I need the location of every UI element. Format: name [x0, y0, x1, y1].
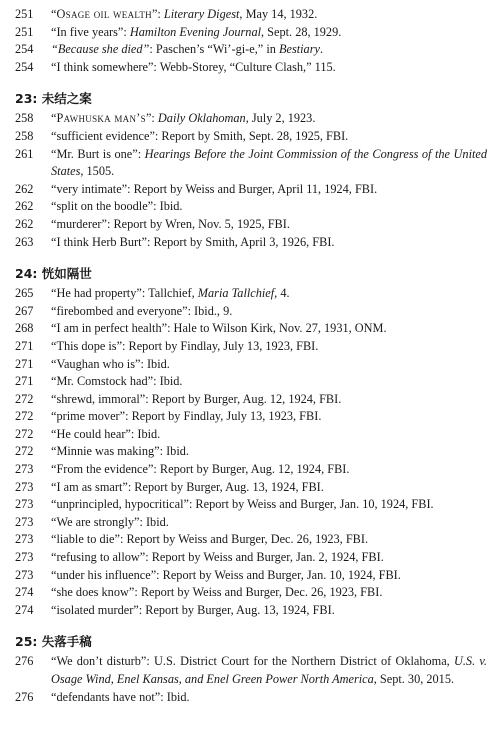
text-run: , Sept. 30, 2015. — [373, 672, 455, 686]
text-run: “We don’t disturb”: U.S. District Court for the Northern District of Oklahoma, — [51, 654, 454, 669]
note-text — [51, 303, 497, 321]
text-run: “In five years”: — [51, 24, 130, 39]
page-number: 273 — [15, 567, 34, 582]
page-number: 251 — [15, 24, 34, 39]
chapter-heading: 23: 未结之案 — [15, 91, 92, 107]
note-entry — [0, 496, 497, 514]
text-run: “Mr. Comstock had”: Ibid. — [51, 374, 183, 389]
note-entry — [0, 426, 497, 444]
text-run: , July 2, 1923. — [245, 111, 316, 126]
page-number: 261 — [15, 146, 34, 161]
note-entry — [0, 479, 497, 497]
text-run: “very intimate”: Report by Weiss and Burger, April 11, 1924, FBI. — [51, 181, 378, 196]
notes-section — [0, 619, 497, 706]
note-text — [51, 391, 497, 409]
note-text — [51, 373, 497, 391]
note-entry — [0, 373, 497, 391]
page-number: 273 — [15, 550, 34, 565]
note-entry — [0, 181, 497, 199]
page-number: 276 — [15, 689, 34, 704]
note-text — [51, 496, 497, 514]
note-text — [51, 602, 497, 620]
page-number: 254 — [15, 42, 34, 57]
text-run: “I am as smart”: Report by Burger, Aug. 13, 1924, FBI. — [51, 479, 324, 494]
note-entry — [0, 59, 497, 77]
page-number: 272 — [15, 409, 34, 424]
page-number: 251 — [15, 7, 34, 21]
notes-section — [0, 251, 497, 619]
text-run: “split on the boodle”: Ibid. — [51, 199, 183, 214]
note-text — [51, 443, 497, 461]
italic-text: Hamilton Evening Journal — [129, 24, 262, 39]
note-entry — [0, 198, 497, 216]
note-entry — [0, 549, 497, 567]
text-run: “I am in perfect health”: Hale to Wilson Kirk, Nov. 27, 1931, ONM. — [51, 321, 387, 336]
section-gap — [0, 619, 497, 633]
text-run: , Sept. 28, 1929. — [261, 24, 342, 39]
text-run: ”: — [151, 7, 164, 21]
note-entry — [0, 461, 497, 479]
text-run: “unprincipled, hypocritical”: Report by Weiss and Burger, Jan. 10, 1924, FBI. — [51, 497, 434, 512]
note-text — [51, 234, 497, 252]
note-entry — [0, 602, 497, 620]
text-run: “ — [51, 7, 57, 21]
note-entry — [0, 24, 497, 42]
page-number: 265 — [15, 286, 34, 301]
note-entry — [0, 41, 497, 59]
text-run: , May 14, 1932. — [239, 7, 318, 21]
note-entry — [0, 303, 497, 321]
note-text — [51, 426, 497, 444]
note-text — [51, 216, 497, 234]
note-text — [51, 24, 497, 42]
note-entry — [0, 146, 497, 181]
note-entry — [0, 408, 497, 426]
note-entry — [0, 653, 497, 688]
note-text — [51, 531, 497, 549]
note-text — [51, 6, 497, 24]
notes-section — [0, 6, 497, 76]
text-run: “This dope is”: Report by Findlay, July 13, 1923, FBI. — [51, 338, 319, 353]
note-text — [51, 146, 497, 181]
note-entry — [0, 234, 497, 252]
page-number: 272 — [15, 444, 34, 459]
note-text — [51, 689, 497, 707]
note-entry — [0, 6, 497, 24]
text-run: “From the evidence”: Report by Burger, Aug. 12, 1924, FBI. — [51, 462, 350, 477]
text-run: “Mr. Burt is one”: — [51, 146, 145, 161]
text-run: ”: — [145, 111, 158, 126]
note-entry — [0, 689, 497, 707]
note-entry — [0, 356, 497, 374]
note-text — [51, 408, 497, 426]
text-run: “she does know”: Report by Weiss and Burger, Dec. 26, 1923, FBI. — [51, 585, 383, 600]
page-number: 273 — [15, 479, 34, 494]
text-run: “shrewd, immoral”: Report by Burger, Aug. 12, 1924, FBI. — [51, 391, 342, 406]
page-number: 276 — [15, 654, 34, 669]
italic-text: Bestiary — [278, 42, 320, 57]
note-text — [51, 549, 497, 567]
text-run: “liable to die”: Report by Weiss and Burger, Dec. 26, 1923, FBI. — [51, 532, 369, 547]
page-number: 273 — [15, 497, 34, 512]
section-gap — [0, 251, 497, 265]
small-caps-text: Pawhuska man’s — [56, 111, 146, 126]
text-run: “sufficient evidence”: Report by Smith, Sept. 28, 1925, FBI. — [51, 128, 349, 143]
note-text — [51, 59, 497, 77]
italic-text: Maria Tallchief — [197, 286, 275, 301]
page-number: 273 — [15, 532, 34, 547]
chapter-heading: 24: 恍如隔世 — [15, 266, 92, 282]
page-number: 268 — [15, 321, 34, 336]
note-text — [51, 320, 497, 338]
page-number: 274 — [15, 585, 34, 600]
text-run: , 4. — [274, 286, 290, 301]
text-run: “He had property”: Tallchief, — [51, 286, 198, 301]
note-text — [51, 567, 497, 585]
page-number: 272 — [15, 391, 34, 406]
text-run: “defendants have not”: Ibid. — [51, 689, 190, 704]
text-run: “I think Herb Burt”: Report by Smith, April 3, 1926, FBI. — [51, 234, 335, 249]
page-number: 258 — [15, 111, 34, 126]
text-run: “murderer”: Report by Wren, Nov. 5, 1925, FBI. — [51, 216, 290, 231]
note-entry — [0, 338, 497, 356]
italic-text: “Because she died” — [51, 42, 150, 57]
note-text — [51, 41, 497, 59]
italic-text: U.S. v. Osage Wind, Enel Kansas, and Enel Green Power North America — [51, 654, 487, 686]
page-number: 271 — [15, 374, 34, 389]
note-entry — [0, 320, 497, 338]
note-text — [51, 198, 497, 216]
page-number: 262 — [15, 216, 34, 231]
text-run: “We are strongly”: Ibid. — [51, 514, 169, 529]
note-text — [51, 128, 497, 146]
note-text — [51, 181, 497, 199]
notes-section — [0, 76, 497, 251]
text-run: . — [319, 42, 324, 57]
page-number: 262 — [15, 181, 34, 196]
page-number: 263 — [15, 234, 34, 249]
small-caps-text: Osage oil wealth — [56, 7, 152, 21]
note-entry — [0, 531, 497, 549]
note-entry — [0, 216, 497, 234]
text-run: “I think somewhere”: Webb-Storey, “Culture Clash,” 115. — [51, 59, 336, 74]
italic-text: Daily Oklahoman — [157, 111, 246, 126]
page-number: 262 — [15, 199, 34, 214]
note-text — [51, 514, 497, 532]
note-entry — [0, 128, 497, 146]
page-number: 267 — [15, 303, 34, 318]
text-run: “refusing to allow”: Report by Weiss and Burger, Jan. 2, 1924, FBI. — [51, 550, 384, 565]
page-number: 272 — [15, 426, 34, 441]
note-text — [51, 110, 497, 128]
page-number: 274 — [15, 602, 34, 617]
note-text — [51, 285, 497, 303]
note-text — [51, 653, 497, 688]
italic-text: Hearings Before the Joint Commission of the Congress of the United States — [51, 146, 488, 179]
page-number: 271 — [15, 338, 34, 353]
note-text — [51, 479, 497, 497]
note-entry — [0, 110, 497, 128]
text-run: , 1505. — [80, 164, 115, 179]
note-text — [51, 461, 497, 479]
chapter-heading: 25: 失落手稿 — [15, 634, 92, 650]
text-run: “firebombed and everyone”: Ibid., 9. — [51, 303, 233, 318]
page-number: 273 — [15, 514, 34, 529]
text-run: “Minnie was making”: Ibid. — [51, 444, 189, 459]
page-number: 271 — [15, 356, 34, 371]
text-run: “under his influence”: Report by Weiss and Burger, Jan. 10, 1924, FBI. — [51, 567, 401, 582]
note-entry — [0, 391, 497, 409]
text-run: “Vaughan who is”: Ibid. — [51, 356, 170, 371]
note-entry — [0, 514, 497, 532]
note-text — [51, 584, 497, 602]
note-entry — [0, 285, 497, 303]
text-run: “isolated murder”: Report by Burger, Aug. 13, 1924, FBI. — [51, 602, 335, 617]
page-number: 273 — [15, 462, 34, 477]
text-run: “prime mover”: Report by Findlay, July 13, 1923, FBI. — [51, 409, 322, 424]
text-run: : Paschen’s “Wi’-gi-e,” in — [149, 42, 279, 57]
text-run: “ — [51, 111, 57, 126]
note-entry — [0, 443, 497, 461]
page-number: 254 — [15, 59, 34, 74]
text-run: “He could hear”: Ibid. — [51, 426, 161, 441]
note-text — [51, 338, 497, 356]
page-number: 258 — [15, 128, 34, 143]
italic-text: Literary Digest — [163, 7, 240, 21]
note-entry — [0, 584, 497, 602]
note-text — [51, 356, 497, 374]
note-entry — [0, 567, 497, 585]
section-gap — [0, 76, 497, 90]
